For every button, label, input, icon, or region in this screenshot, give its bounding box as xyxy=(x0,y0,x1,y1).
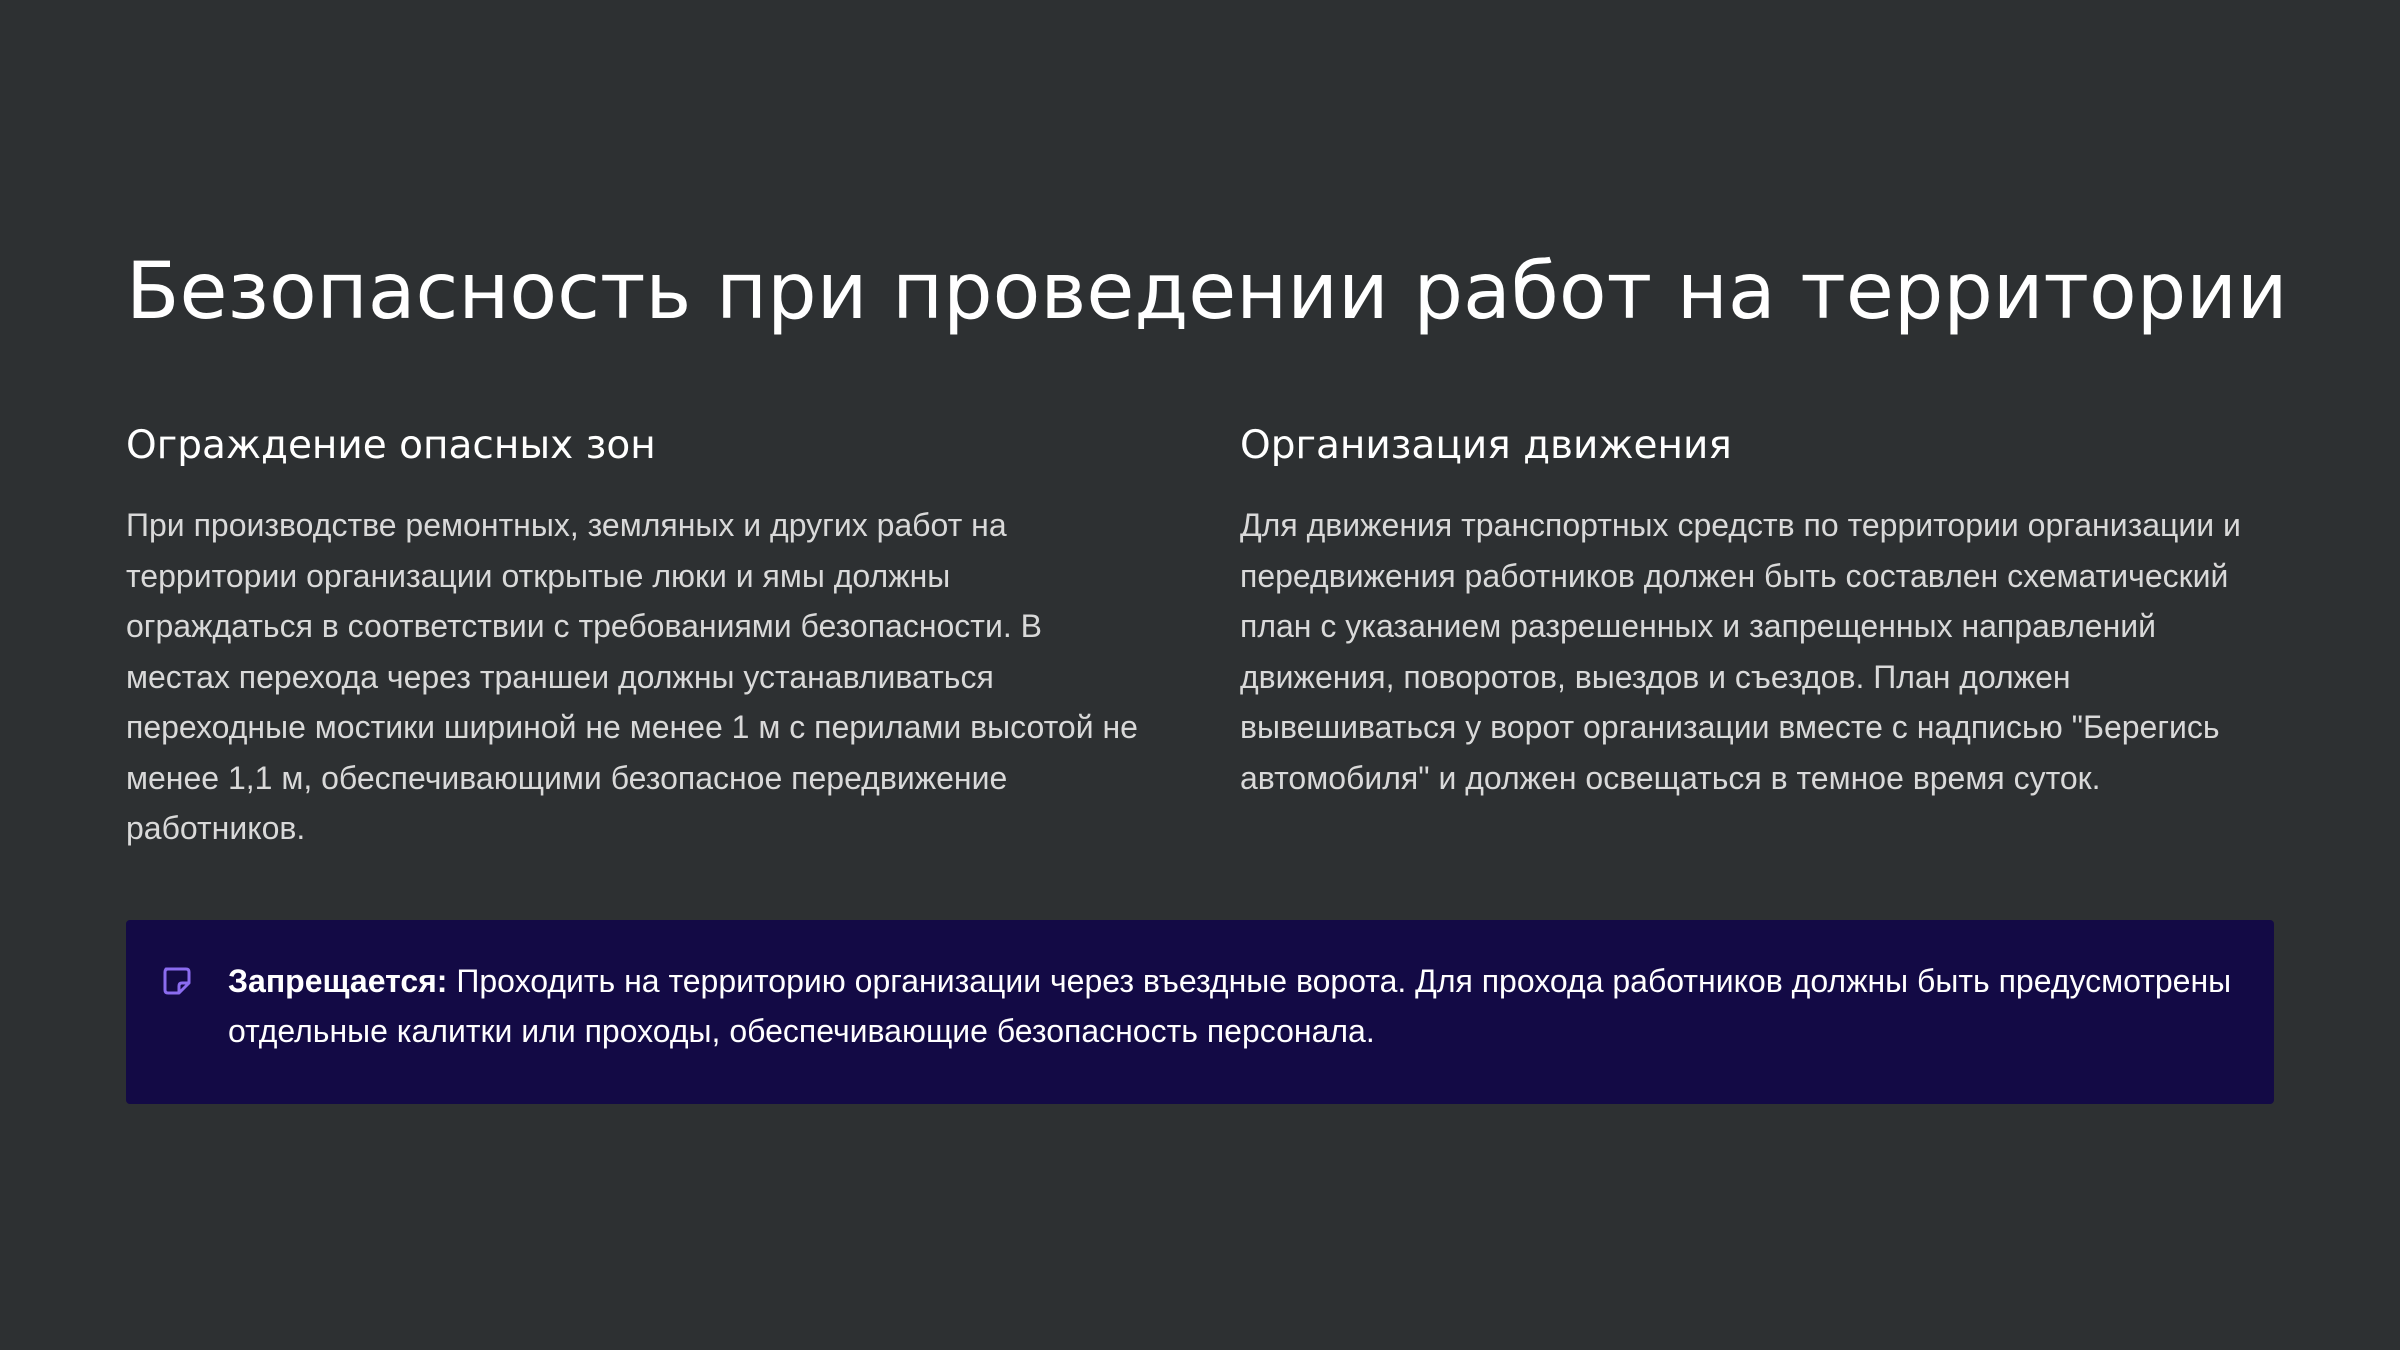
column-hazard-zones xyxy=(126,420,1146,854)
column-text: Для движения транспортных средств по территории организации и передвижения работников должен быть составлен схематический план с указанием разрешенных и запрещенных направлений движения, поворотов, выездов и съездов. План должен вывешиваться у ворот организации вместе с надписью "Берегись автомобиля" и должен освещаться в темное время суток. xyxy=(1240,507,2241,796)
slide-title: Безопасность при проведении работ на территории xyxy=(126,247,2288,337)
note-icon xyxy=(162,966,192,996)
callout-text xyxy=(228,956,2238,1056)
callout-body: Проходить на территорию организации через въездные ворота. Для прохода работников должны быть предусмотрены отдельные калитки или проходы, обеспечивающие безопасность персонала. xyxy=(228,963,2232,1049)
callout-label: Запрещается: xyxy=(228,963,448,999)
column-heading: Ограждение опасных зон xyxy=(126,423,656,468)
column-traffic xyxy=(1240,420,2280,803)
column-text: При производстве ремонтных, земляных и других работ на территории организации открытые люки и ямы должны ограждаться в соответствии с требованиями безопасности. В местах перехода через траншеи должны устанавливаться переходные мостики шириной не менее 1 м с перилами высотой не менее 1,1 м, обеспечивающими безопасное передвижение работников. xyxy=(126,507,1138,846)
warning-callout xyxy=(126,920,2274,1104)
column-heading: Организация движения xyxy=(1240,423,1732,468)
